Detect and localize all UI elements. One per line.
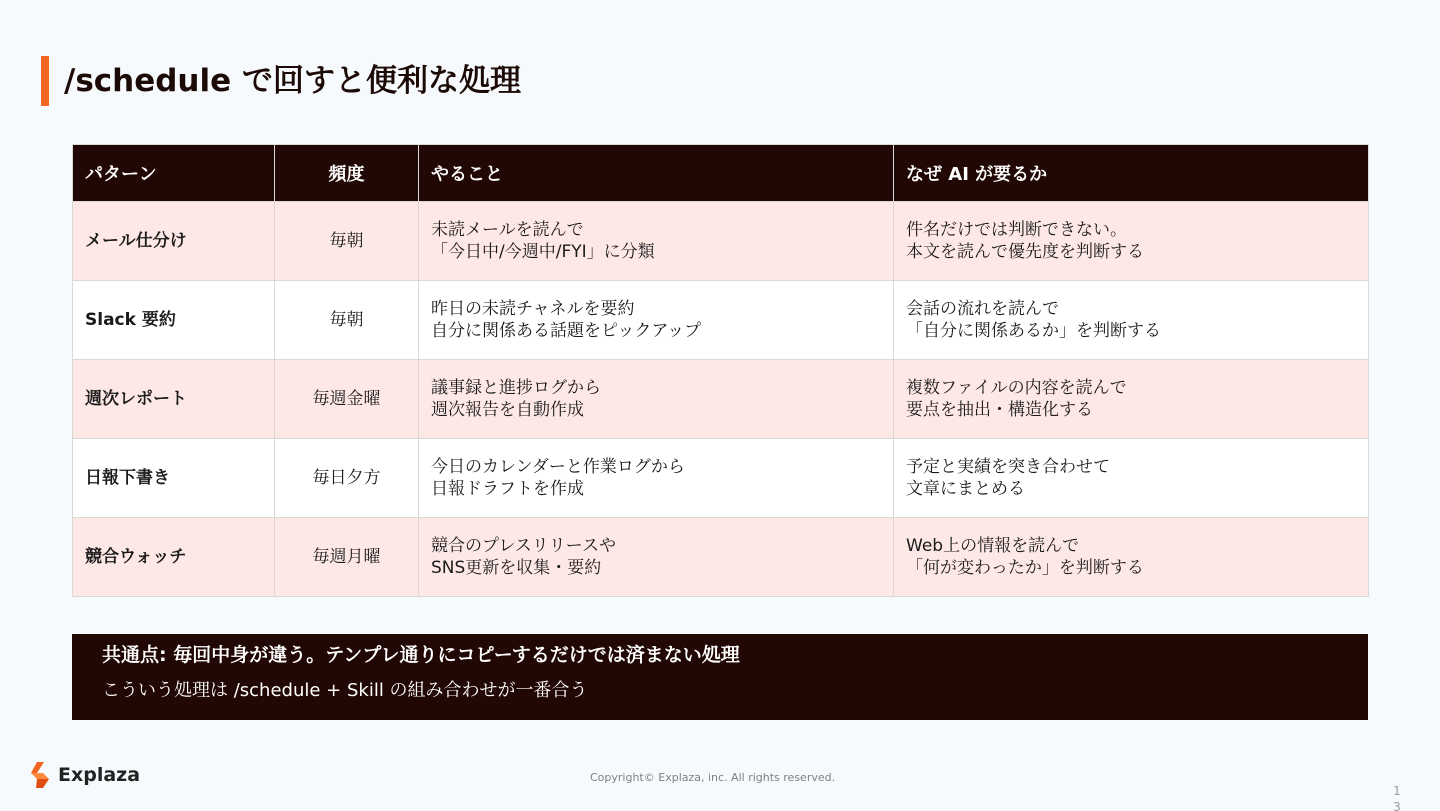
table-header-row <box>73 145 1369 202</box>
table-row <box>73 281 1369 360</box>
why-line: 「自分に関係あるか」を判断する <box>906 321 1161 341</box>
pattern-cell: メール仕分け <box>73 202 275 281</box>
pattern-cell: Slack 要約 <box>73 281 275 360</box>
table-row <box>73 202 1369 281</box>
task-line: SNS更新を収集・要約 <box>431 558 602 578</box>
page-title: /schedule で回すと便利な処理 <box>64 63 521 99</box>
task-line: 週次報告を自動作成 <box>431 400 584 420</box>
task-cell <box>419 518 894 597</box>
why-cell <box>894 439 1369 518</box>
schedule-patterns-table <box>72 144 1369 597</box>
task-line: 議事録と進捗ログから <box>431 378 601 398</box>
pattern-cell: 日報下書き <box>73 439 275 518</box>
summary-sub-text: こういう処理は /schedule + Skill の組み合わせが一番合う <box>102 680 588 701</box>
task-line: 自分に関係ある話題をピックアップ <box>431 321 702 341</box>
task-line: 昨日の未読チャネルを要約 <box>431 299 635 319</box>
title-accent-bar <box>41 56 49 106</box>
frequency-cell: 毎朝 <box>275 281 419 360</box>
frequency-cell: 毎週月曜 <box>275 518 419 597</box>
why-line: 会話の流れを読んで <box>906 299 1059 319</box>
why-line: Web上の情報を読んで <box>906 536 1080 556</box>
pattern-cell: 競合ウォッチ <box>73 518 275 597</box>
why-line: 本文を読んで優先度を判断する <box>906 242 1144 262</box>
table-row <box>73 360 1369 439</box>
task-cell <box>419 439 894 518</box>
frequency-cell: 毎日夕方 <box>275 439 419 518</box>
summary-main-text: 共通点: 毎回中身が違う。テンプレ通りにコピーするだけでは済まない処理 <box>102 644 740 666</box>
header-pattern: パターン <box>73 145 275 202</box>
task-line: 競合のプレスリリースや <box>431 536 616 556</box>
header-task: やること <box>419 145 894 202</box>
why-line: 予定と実績を突き合わせて <box>906 457 1110 477</box>
task-line: 「今日中/今週中/FYI」に分類 <box>431 242 655 262</box>
why-line: 要点を抽出・構造化する <box>906 400 1093 420</box>
why-cell <box>894 360 1369 439</box>
header-why-ai: なぜ AI が要るか <box>894 145 1369 202</box>
task-cell <box>419 281 894 360</box>
why-cell <box>894 202 1369 281</box>
task-cell <box>419 360 894 439</box>
frequency-cell: 毎週金曜 <box>275 360 419 439</box>
table-row <box>73 439 1369 518</box>
table-row <box>73 518 1369 597</box>
why-line: 件名だけでは判断できない。 <box>906 220 1127 240</box>
frequency-cell: 毎朝 <box>275 202 419 281</box>
why-line: 「何が変わったか」を判断する <box>906 558 1144 578</box>
copyright-text: Copyright© Explaza, inc. All rights reserved. <box>590 771 836 784</box>
explaza-logo <box>28 761 140 789</box>
task-line: 今日のカレンダーと作業ログから <box>431 457 685 477</box>
pattern-cell: 週次レポート <box>73 360 275 439</box>
logo-text: Explaza <box>58 764 141 786</box>
explaza-logo-icon <box>28 761 54 789</box>
task-cell <box>419 202 894 281</box>
page-number: 13 <box>1393 784 1401 811</box>
why-line: 複数ファイルの内容を読んで <box>906 378 1127 398</box>
task-line: 日報ドラフトを作成 <box>431 479 584 499</box>
why-line: 文章にまとめる <box>906 479 1025 499</box>
task-line: 未読メールを読んで <box>431 220 584 240</box>
why-cell <box>894 518 1369 597</box>
why-cell <box>894 281 1369 360</box>
header-frequency: 頻度 <box>275 145 419 202</box>
summary-box <box>72 634 1368 720</box>
